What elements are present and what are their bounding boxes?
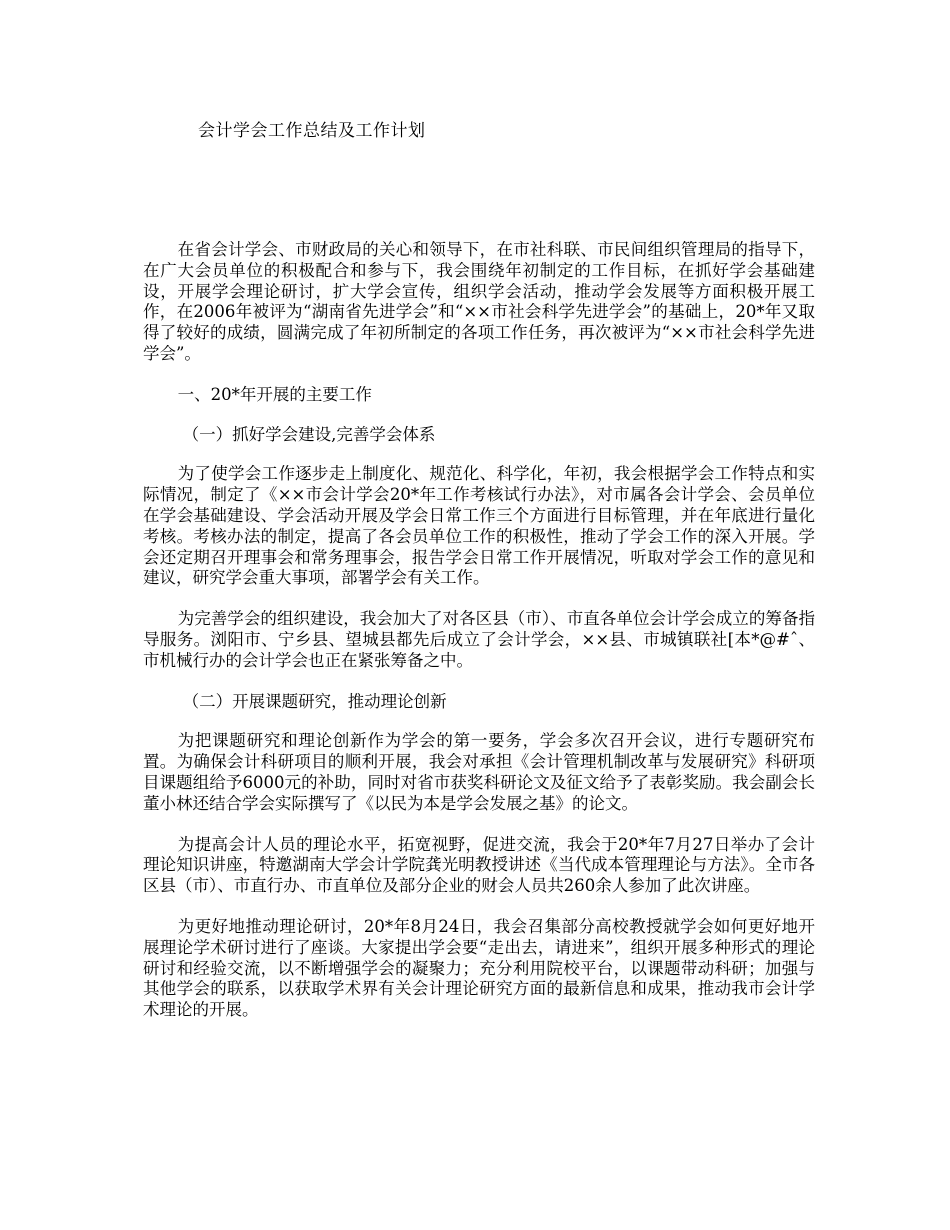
subsection-heading-2: （二）开展课题研究，推动理论创新 <box>182 691 447 711</box>
subsection-heading-1: （一）抓好学会建设,完善学会体系 <box>182 424 436 444</box>
intro-paragraph: 在省会计学会、市财政局的关心和领导下，在市社科联、市民间组织管理局的指导下，在广大会员单位的积极配合和参与下，我会围绕年初制定的工作目标，在抓好学会基础建设，开展学会理论研讨，扩大学会宣传，组织学会活动，推动学会发展等方面积极开展工作，在2006年被评为“湖南省先进学会”和“××市社会科学先进学会”的基础上，20*年又取得了较好的成绩，圆满完成了年初所制定的各项工作任务，再次被评为“××市社会科学先进学会”。 <box>143 240 815 363</box>
paragraph-organization: 为完善学会的组织建设，我会加大了对各区县（市）、市直各单位会计学会成立的筹备指导服务。浏阳市、宁乡县、望城县都先后成立了会计学会，××县、市城镇联社[本*@#ˆ、市机械行办的会计学会也正在紧张筹备之中。 <box>143 609 815 670</box>
paragraph-symposium: 为更好地推动理论研讨，20*年8月24日，我会召集部分高校教授就学会如何更好地开展理论学术研讨进行了座谈。大家提出学会要“走出去，请进来”，组织开展多种形式的理论研讨和经验交流，以不断增强学会的凝聚力；充分利用院校平台，以课题带动科研；加强与其他学会的联系，以获取学术界有关会计理论研究方面的最新信息和成果，推动我市会计学术理论的开展。 <box>143 916 815 1020</box>
paragraph-research: 为把课题研究和理论创新作为学会的第一要务，学会多次召开会议，进行专题研究布置。为确保会计科研项目的顺利开展，我会对承担《会计管理机制改革与发展研究》科研项目课题组给予6000元的补助，同时对省市获奖科研论文及征文给予了表彰奖励。我会副会长董小林还结合学会实际撰写了《以民为本是学会发展之基》的论文。 <box>143 731 815 813</box>
paragraph-assessment: 为了使学会工作逐步走上制度化、规范化、科学化，年初，我会根据学会工作特点和实际情况，制定了《××市会计学会20*年工作考核试行办法》，对市属各会计学会、会员单位在学会基础建设、学会活动开展及学会日常工作三个方面进行目标管理，并在年底进行量化考核。考核办法的制定，提高了各会员单位工作的积极性，推动了学会工作的深入开展。学会还定期召开理事会和常务理事会，报告学会日常工作开展情况，听取对学会工作的意见和建议，研究学会重大事项，部署学会有关工作。 <box>143 464 815 588</box>
document-title: 会计学会工作总结及工作计划 <box>198 121 426 141</box>
paragraph-lecture: 为提高会计人员的理论水平，拓宽视野，促进交流，我会于20*年7月27日举办了会计理论知识讲座，特邀湖南大学会计学院龚光明教授讲述《当代成本管理理论与方法》。全市各区县（市）、市直行办、市直单位及部分企业的财会人员共260余人参加了此次讲座。 <box>143 834 815 896</box>
document-body <box>143 240 815 1041</box>
section-heading-1: 一、20*年开展的主要工作 <box>177 384 372 404</box>
